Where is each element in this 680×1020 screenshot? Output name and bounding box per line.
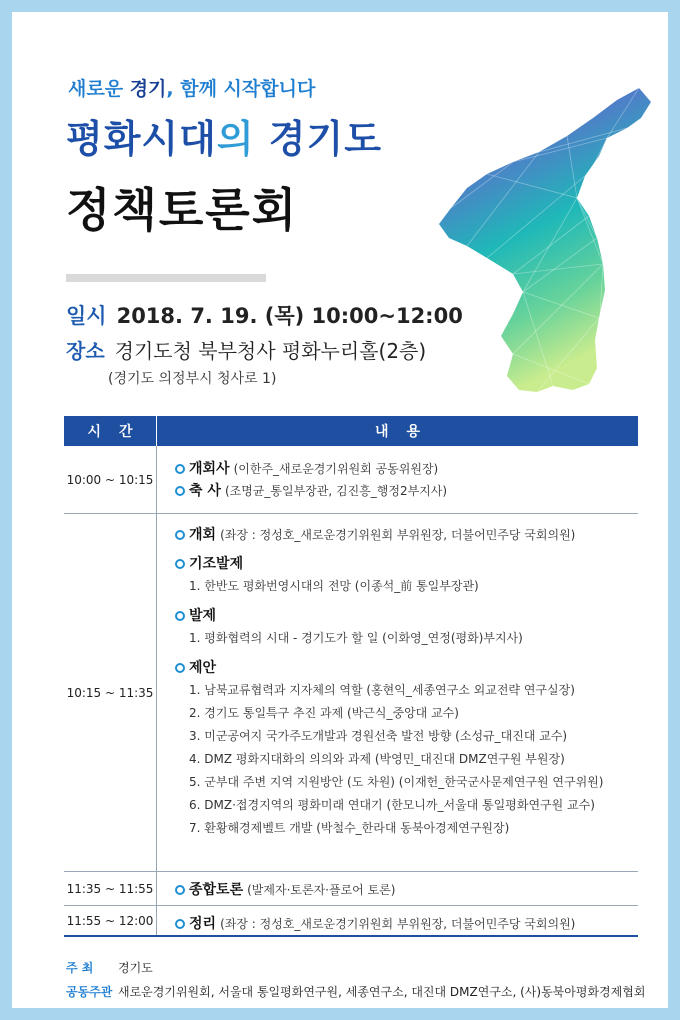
sub-item: 4. DMZ 평화지대화의 의의와 과제 (박영민_대진대 DMZ연구원 부원장)	[189, 752, 565, 766]
bullet-icon	[175, 611, 185, 621]
sub-item: 1. 평화협력의 시대 - 경기도가 할 일 (이화영_연정(평화)부지사)	[189, 631, 523, 645]
agenda-item: 축 사 (조명균_통일부장관, 김진흥_행정2부지사)	[175, 480, 638, 502]
sub-item: 6. DMZ·접경지역의 평화미래 연대기 (한모니까_서울대 통일평화연구원 교수)	[189, 798, 595, 812]
table-header	[64, 416, 638, 446]
agenda-item: 개회 (좌장 : 정성호_새로운경기위원회 부위원장, 더불어민주당 국회의원)	[175, 524, 638, 546]
sub-item: 1. 남북교류협력과 지자체의 역할 (홍현익_세종연구소 외교전략 연구실장)	[189, 683, 575, 697]
row-time: 10:15 ~ 11:35	[66, 685, 154, 700]
row-content	[156, 872, 638, 905]
page-subtitle: 정책토론회	[66, 183, 299, 237]
bullet-icon	[175, 663, 185, 673]
host-line: 주 최 경기도	[66, 961, 153, 975]
event-address: (경기도 의정부시 청사로 1)	[108, 371, 277, 387]
bullet-icon	[175, 559, 185, 569]
bullet-icon	[175, 486, 185, 496]
row-time: 11:55 ~ 12:00	[66, 913, 154, 928]
agenda-item: 발제	[175, 605, 638, 627]
row-content	[156, 906, 638, 935]
row-time: 11:35 ~ 11:55	[66, 881, 154, 896]
event-place: 장소 경기도청 북부청사 평화누리홀(2층)	[66, 339, 427, 363]
header-time: 시간	[87, 424, 151, 440]
bullet-icon	[175, 530, 185, 540]
row-time: 10:00 ~ 10:15	[66, 472, 154, 487]
sub-item: 3. 미군공여지 국가주도개발과 경원선축 발전 방향 (소성규_대진대 교수)	[189, 729, 568, 743]
agenda-item: 종합토론 (발제자·토론자·플로어 토론)	[175, 879, 638, 901]
page-title: 평화시대의 경기도	[66, 117, 382, 161]
bullet-icon	[175, 885, 185, 895]
sub-item: 1. 한반도 평화번영시대의 전망 (이종석_前 통일부장관)	[189, 579, 479, 593]
sub-item: 7. 환황해경제벨트 개발 (박철수_한라대 동북아경제연구원장)	[189, 821, 510, 835]
row-content	[156, 514, 638, 871]
cohost-line: 공동주관 새로운경기위원회, 서울대 통일평화연구원, 세종연구소, 대진대 DMZ연구소, (사)동북아평화경제협회	[66, 985, 646, 999]
schedule-table	[64, 416, 638, 937]
divider	[66, 274, 266, 282]
table-row	[64, 872, 638, 906]
agenda-item: 기조발제	[175, 553, 638, 575]
bullet-icon	[175, 464, 185, 474]
poster-card	[12, 12, 668, 1008]
korea-map-graphic	[427, 78, 657, 398]
bullet-icon	[175, 919, 185, 929]
footer	[66, 956, 645, 1004]
table-row	[64, 906, 638, 937]
event-date: 일시 2018. 7. 19. (목) 10:00~12:00	[66, 304, 463, 328]
agenda-item: 개회사 (이한주_새로운경기위원회 공동위원장)	[175, 458, 638, 480]
header-content: 내용	[156, 416, 638, 446]
table-row	[64, 446, 638, 514]
sub-item: 2. 경기도 통일특구 추진 과제 (박근식_중앙대 교수)	[189, 706, 459, 720]
tagline: 새로운 경기, 함께 시작합니다	[68, 78, 316, 100]
row-content	[156, 446, 638, 513]
agenda-item: 정리 (좌장 : 정성호_새로운경기위원회 부위원장, 더불어민주당 국회의원)	[175, 913, 638, 935]
agenda-item: 제안	[175, 657, 638, 679]
sub-item: 5. 군부대 주변 지역 지원방안 (도 차원) (이재헌_한국군사문제연구원 연구위원)	[189, 775, 604, 789]
table-row	[64, 514, 638, 872]
